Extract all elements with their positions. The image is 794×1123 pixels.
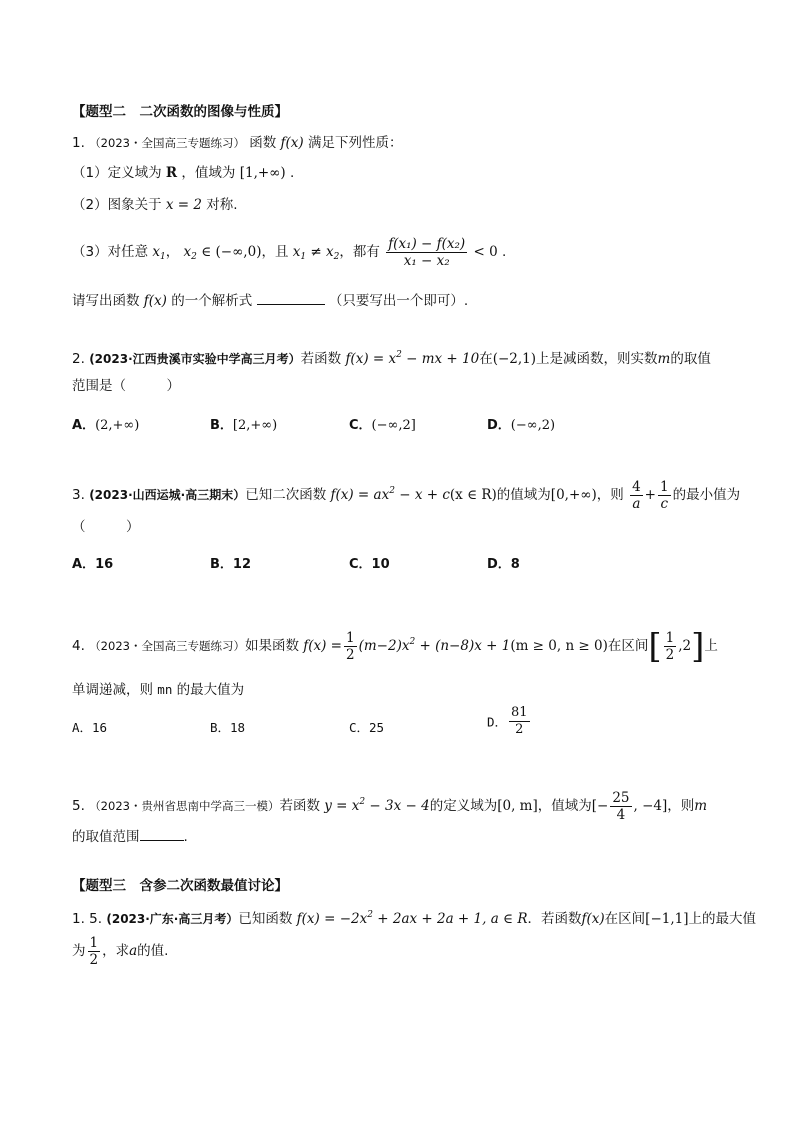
text: ，都有 bbox=[339, 244, 380, 260]
question-5-line-2 bbox=[72, 826, 188, 847]
option-d[interactable]: D．8 bbox=[487, 557, 520, 572]
question-source: (2023·江西贵溪市实验中学高三月考） bbox=[89, 352, 301, 366]
option-b[interactable]: B．[2,+∞) bbox=[210, 418, 278, 433]
text: 满足下列性质： bbox=[308, 135, 403, 151]
math-half: $\frac{1}{2}$ bbox=[89, 934, 99, 968]
math-fraction-4-over-a: $\frac{4}{a}$ bbox=[632, 478, 641, 512]
question-3-line-2: （ ） bbox=[72, 519, 140, 535]
section-heading: 【题型二 二次函数的图像与性质】 bbox=[72, 104, 288, 120]
text: ．若函数 bbox=[527, 911, 582, 927]
question-4-line-1 bbox=[72, 620, 718, 668]
math-interval: ∈ (−∞,0) bbox=[201, 244, 262, 260]
question-2-line-2: 范围是（ ） bbox=[72, 378, 180, 394]
question-number: 1. bbox=[72, 135, 85, 151]
math-range: [1,+∞) bbox=[239, 165, 286, 181]
math-lt: < 0 bbox=[473, 244, 498, 260]
question-source: （2023・全国高三专题练习） bbox=[89, 136, 245, 150]
text: 的取值范围 bbox=[72, 829, 140, 845]
question-5-line-1 bbox=[72, 782, 707, 826]
math-fraction: $\frac{\text{f(x₁) − f(x₂)}}{\text{x₁ − x₂}}$ bbox=[388, 235, 466, 269]
section-3-question-1-line-1 bbox=[72, 905, 756, 929]
question-number: 4. bbox=[72, 638, 85, 654]
math-function: $y = x^2 - 3x - 4$ bbox=[324, 797, 430, 814]
section-3-question-1-line-2 bbox=[72, 934, 168, 968]
question-source: (2023·山西运城·高三期末） bbox=[89, 488, 246, 502]
text: 的定义域为 bbox=[429, 798, 498, 814]
text: 上的最大值 bbox=[688, 911, 756, 927]
math-interval: (−2,1) bbox=[492, 351, 537, 367]
question-1-property-1 bbox=[72, 163, 294, 183]
question-number: 2. bbox=[72, 351, 85, 367]
option-c[interactable]: C．(−∞,2] bbox=[349, 418, 416, 433]
option-a[interactable]: A．(2,+∞) bbox=[72, 418, 140, 433]
text: 函数 bbox=[249, 135, 277, 151]
math-fraction-1-over-c: $\frac{1}{c}$ bbox=[659, 478, 669, 512]
math-neq: $x_1 \ne x_2$ bbox=[292, 244, 340, 262]
math-function: $f(x) = ax^2 - x + c$ bbox=[330, 486, 450, 503]
math-condition: (x ∈ R) bbox=[449, 487, 497, 503]
question-1-ask bbox=[72, 290, 468, 311]
question-number: 1. 5. bbox=[72, 911, 103, 927]
text: ，则 bbox=[596, 487, 624, 503]
answer-blank[interactable] bbox=[140, 826, 184, 841]
math-condition: (m ≥ 0, n ≥ 0) bbox=[510, 638, 608, 654]
option-c[interactable]: C．25 bbox=[349, 720, 385, 735]
math-fx: f(x) bbox=[143, 293, 167, 309]
math-axis: x = 2 bbox=[165, 197, 202, 213]
text: 的最小值为 bbox=[672, 487, 741, 503]
math-interval: [ $\frac{1}{2}$ ,2] bbox=[648, 626, 705, 667]
math-function: $f(x) = -2x^2 + 2ax + 2a + 1$, a ∈ R bbox=[296, 910, 528, 927]
text: ， bbox=[165, 244, 180, 260]
math-R: R bbox=[165, 165, 178, 181]
text: 的值域为 bbox=[496, 487, 551, 503]
question-3-line-1 bbox=[72, 474, 740, 512]
math-fx: f(x) bbox=[280, 135, 304, 151]
option-d[interactable]: D． $\frac{81}{2}$ bbox=[487, 705, 528, 737]
math-m: m bbox=[694, 798, 708, 814]
question-4-line-2 bbox=[72, 680, 244, 700]
text: . bbox=[290, 165, 295, 181]
question-1-intro bbox=[72, 133, 403, 153]
text: 的取值 bbox=[670, 351, 711, 367]
question-source: （2023・全国高三专题练习） bbox=[89, 639, 245, 653]
math-x2: $x_2$ bbox=[183, 244, 197, 262]
text: 请写出函数 bbox=[72, 293, 140, 309]
option-d[interactable]: D．(−∞,2) bbox=[487, 418, 556, 433]
question-1-property-2 bbox=[72, 195, 238, 215]
option-a[interactable]: A．16 bbox=[72, 720, 108, 735]
text: 上是减函数，则实数 bbox=[536, 351, 658, 367]
math-interval: [−1,1] bbox=[645, 911, 689, 927]
math-range: [− $\frac{25}{4}$ , −4] bbox=[591, 790, 668, 823]
question-number: 5. bbox=[72, 798, 85, 814]
text: 如果函数 bbox=[244, 638, 299, 654]
text: 对称. bbox=[206, 197, 238, 213]
text: ，则 bbox=[667, 798, 695, 814]
question-source: (2023·广东·高三月考） bbox=[106, 912, 239, 926]
text: （2）图象关于 bbox=[72, 197, 162, 213]
text: （1）定义域为 bbox=[72, 165, 162, 181]
question-number: 3. bbox=[72, 487, 85, 503]
text: （只要写出一个即可）. bbox=[328, 293, 469, 309]
text: 单调递减，则 bbox=[72, 682, 153, 698]
text: 已知函数 bbox=[238, 911, 293, 927]
text: 的最大值为 bbox=[176, 682, 245, 698]
text: 在 bbox=[479, 351, 493, 367]
math-range: [0,+∞) bbox=[550, 487, 597, 503]
text: 若函数 bbox=[279, 798, 320, 814]
math-function: f(x) = $\frac{1}{2}$ $(m-2)x^2 + (n-8)x + 1$ bbox=[303, 630, 511, 663]
math-x1: $x_1$ bbox=[152, 244, 166, 262]
math-fx: f(x) bbox=[581, 911, 605, 927]
text: 在区间 bbox=[607, 638, 649, 654]
text: 若函数 bbox=[300, 351, 342, 367]
section-heading: 【题型三 含参二次函数最值讨论】 bbox=[72, 878, 288, 894]
math-m: m bbox=[657, 351, 671, 367]
question-source: （2023・贵州省思南中学高三一模） bbox=[89, 799, 280, 813]
option-b[interactable]: B．12 bbox=[210, 557, 252, 572]
math-function: $f(x) = x^2$ − mx + 10 bbox=[345, 350, 480, 367]
text: （3）对任意 bbox=[72, 244, 149, 260]
text: ，值域为 bbox=[537, 798, 592, 814]
text: 的一个解析式 bbox=[171, 293, 253, 309]
math-a: a bbox=[129, 943, 138, 959]
math-plus: + bbox=[644, 487, 656, 503]
math-domain: [0, m] bbox=[497, 798, 538, 814]
option-c[interactable]: C．10 bbox=[349, 557, 390, 572]
text: 的值. bbox=[137, 943, 169, 959]
text: . bbox=[502, 244, 507, 260]
text: 上 bbox=[704, 638, 718, 654]
option-a[interactable]: A．16 bbox=[72, 557, 114, 572]
text: ，值域为 bbox=[181, 165, 236, 181]
option-b[interactable]: B．18 bbox=[210, 720, 246, 735]
text: . bbox=[183, 829, 188, 845]
text: 在区间 bbox=[604, 911, 646, 927]
question-2-line-1 bbox=[72, 345, 711, 369]
text: ，求 bbox=[102, 943, 130, 959]
answer-blank[interactable] bbox=[257, 290, 325, 305]
text: ，且 bbox=[261, 244, 289, 260]
math-mn: mn bbox=[157, 682, 173, 697]
text: 已知二次函数 bbox=[245, 487, 327, 503]
question-1-property-3 bbox=[72, 232, 506, 277]
text: 为 bbox=[72, 943, 86, 959]
